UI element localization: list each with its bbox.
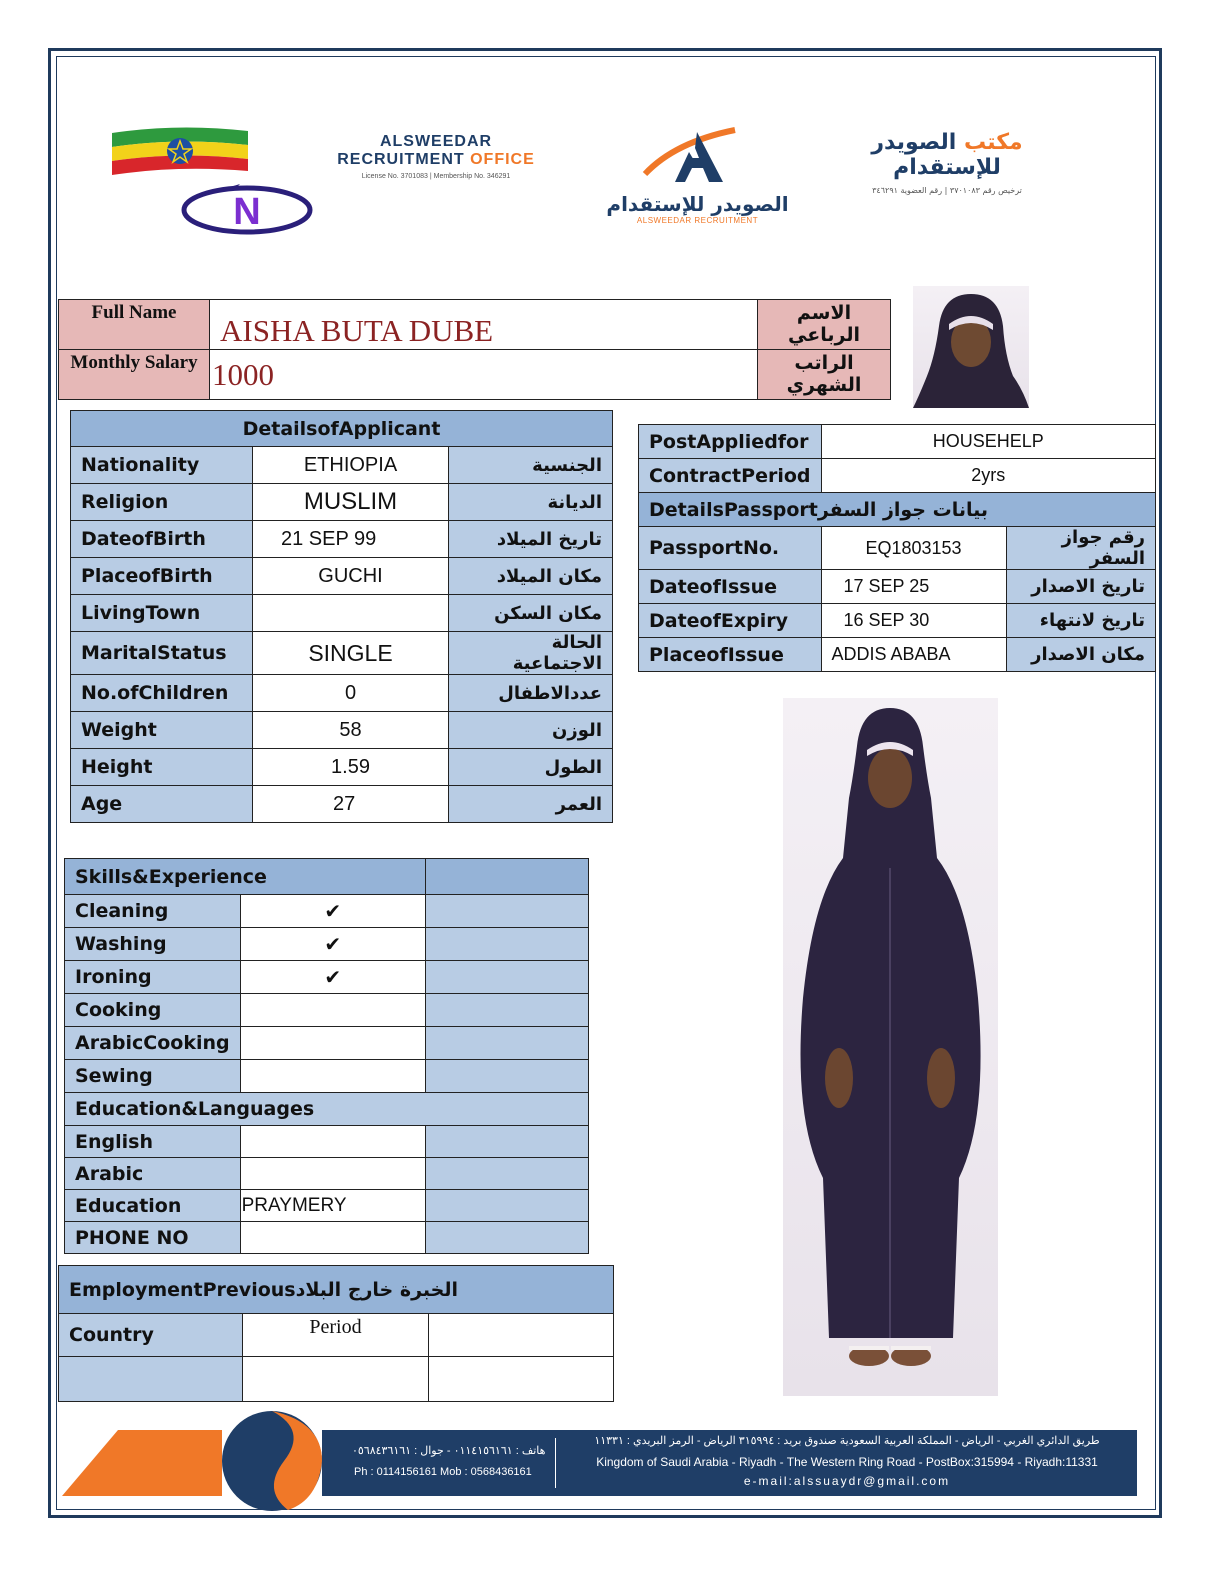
education-label: Education [65, 1190, 241, 1222]
right-logo-sub: ترخيص رقم ٣٧٠١٠٨٣ | رقم العضوية ٣٤٦٢٩١ [872, 186, 1022, 195]
footer-phone-en: Ph : 0114156161 Mob : 0568436161 [354, 1466, 532, 1478]
full-name-label: Full Name [59, 300, 210, 350]
english-value [240, 1126, 425, 1158]
living-town-label: LivingTown [71, 595, 253, 632]
country-label: Country [59, 1314, 243, 1357]
applicant-row [71, 521, 613, 558]
alsweedar-a-logo [605, 122, 790, 230]
applicant-details-table [70, 410, 613, 823]
ironing-label: Ironing [65, 961, 241, 994]
religion-label: Religion [71, 484, 253, 521]
skills-table [64, 858, 589, 1254]
dob-value: 21 SEP 99 [253, 521, 449, 558]
skill-row [65, 1027, 589, 1060]
applicant-title: DetailsofApplicant [71, 411, 613, 447]
dob-ar: تاريخ الميلاد [449, 521, 613, 558]
n-logo [180, 180, 315, 236]
english-extra [426, 1126, 589, 1158]
salary-label: Monthly Salary [59, 350, 210, 400]
nationality-label: Nationality [71, 447, 253, 484]
center-logo-ar: الصويدر للإستقدام [606, 192, 789, 216]
right-logo-word-2: الصويدر للإستقدام [871, 130, 1001, 180]
footer-address-ar: طريق الدائري الغربي - الرياض - المملكة العربية السعودية صندوق بريد : ٣١٥٩٩٤ الرياض - الرمز البريدي : ١١٣٣١ [594, 1435, 1100, 1447]
skills-title: Skills&Experience [65, 859, 426, 895]
employment-extra-header [429, 1314, 614, 1357]
employment-title-ar: الخبرة خارج البلاد [295, 1278, 458, 1301]
employment-extra-cell [429, 1357, 614, 1402]
cooking-check [240, 994, 425, 1027]
sewing-check [240, 1060, 425, 1093]
employment-title-en: EmploymentPrevious [69, 1278, 296, 1301]
children-label: No.ofChildren [71, 675, 253, 712]
applicant-row [71, 632, 613, 675]
issue-date-label: DateofIssue [639, 570, 822, 604]
dob-label: DateofBirth [71, 521, 253, 558]
edu-row [65, 1190, 589, 1222]
education-title: Education&Languages [65, 1093, 589, 1126]
full-name-value: AISHA BUTA DUBE [210, 300, 758, 350]
arabic-extra [426, 1158, 589, 1190]
logo-line-3: OFFICE [470, 151, 535, 168]
arabic-cooking-check [240, 1027, 425, 1060]
period-label: Period [243, 1314, 429, 1357]
sewing-extra [426, 1060, 589, 1093]
cleaning-label: Cleaning [65, 895, 241, 928]
applicant-head-photo [913, 286, 1029, 408]
passport-row [639, 604, 1156, 638]
salary-value: 1000 [210, 350, 758, 400]
passport-title [639, 493, 1156, 527]
religion-value: MUSLIM [253, 484, 449, 521]
religion-ar: الديانة [449, 484, 613, 521]
footer-email: e-mail:alssuaydr@gmail.com [743, 1474, 951, 1488]
cooking-label: Cooking [65, 994, 241, 1027]
pob-value: GUCHI [253, 558, 449, 595]
expiry-date-ar: تاريخ لانتهاء [1006, 604, 1156, 638]
children-ar: عددالاطفال [449, 675, 613, 712]
marital-label: MaritalStatus [71, 632, 253, 675]
applicant-row [71, 484, 613, 521]
living-town-value [253, 595, 449, 632]
passport-no-ar: رقم جواز السفر [1006, 527, 1156, 570]
applicant-row [71, 786, 613, 823]
arabic-cooking-label: ArabicCooking [65, 1027, 241, 1060]
identity-table [58, 299, 891, 400]
passport-title-en: DetailsPassport [649, 498, 818, 521]
edu-row [65, 1222, 589, 1254]
washing-check: ✔ [240, 928, 425, 961]
right-arabic-logo [822, 130, 1072, 195]
passport-title-ar: بيانات جواز السفر [817, 498, 989, 521]
education-value: PRAYMERY [240, 1190, 425, 1222]
employment-country-cell [59, 1357, 243, 1402]
phone-extra [426, 1222, 589, 1254]
skill-row [65, 994, 589, 1027]
contract-value: 2yrs [821, 459, 1156, 493]
applicant-row [71, 675, 613, 712]
nationality-value: ETHIOPIA [253, 447, 449, 484]
height-label: Height [71, 749, 253, 786]
passport-table [638, 424, 1156, 672]
cleaning-extra [426, 895, 589, 928]
pob-ar: مكان الميلاد [449, 558, 613, 595]
skill-row [65, 928, 589, 961]
weight-ar: الوزن [449, 712, 613, 749]
arabic-value [240, 1158, 425, 1190]
arabic-cooking-extra [426, 1027, 589, 1060]
issue-place-value: ADDIS ABABA [821, 638, 1006, 672]
washing-label: Washing [65, 928, 241, 961]
applicant-row [71, 595, 613, 632]
expiry-date-label: DateofExpiry [639, 604, 822, 638]
center-logo-en: ALSWEEDAR RECRUITMENT [636, 216, 759, 225]
post-label: PostAppliedfor [639, 425, 822, 459]
logo-line-2: RECRUITMENT [337, 151, 465, 168]
phone-value [240, 1222, 425, 1254]
license-number: License No. 3701083 [361, 173, 428, 180]
passport-row [639, 570, 1156, 604]
cooking-extra [426, 994, 589, 1027]
expiry-date-value: 16 SEP 30 [821, 604, 1006, 638]
membership-number: Membership No. 346291 [433, 173, 511, 180]
logo-line-1: ALSWEEDAR [379, 133, 493, 150]
employment-period-cell [243, 1357, 429, 1402]
washing-extra [426, 928, 589, 961]
weight-label: Weight [71, 712, 253, 749]
applicant-row [71, 749, 613, 786]
issue-date-ar: تاريخ الاصدار [1006, 570, 1156, 604]
passport-row [639, 527, 1156, 570]
sewing-label: Sewing [65, 1060, 241, 1093]
footer-bar [322, 1430, 1137, 1496]
full-name-ar: الاسم الرباعي [758, 300, 891, 350]
english-label: English [65, 1126, 241, 1158]
phone-label: PHONE NO [65, 1222, 241, 1254]
footer-address-en: Kingdom of Saudi Arabia - Riyadh - The Western Ring Road - PostBox:315994 - Riyadh:11331 [596, 1455, 1098, 1469]
living-town-ar: مكان السكن [449, 595, 613, 632]
skills-header-blank [426, 859, 589, 895]
cleaning-check: ✔ [240, 895, 425, 928]
applicant-row [71, 712, 613, 749]
footer-divider [555, 1438, 556, 1488]
post-value: HOUSEHELP [821, 425, 1156, 459]
alsweedar-text-logo: ALSWEEDAR RECRUITMENT OFFICE License No. 3701083 | Membership No. 346291 [320, 133, 552, 193]
edu-row [65, 1126, 589, 1158]
salary-ar: الراتب الشهري [758, 350, 891, 400]
edu-row [65, 1158, 589, 1190]
applicant-row [71, 447, 613, 484]
ethiopia-flag-logo [108, 125, 253, 177]
height-ar: الطول [449, 749, 613, 786]
contract-label: ContractPeriod [639, 459, 822, 493]
skill-row [65, 961, 589, 994]
marital-ar: الحالة الاجتماعية [449, 632, 613, 675]
employment-table [58, 1265, 614, 1402]
right-logo-word-1: مكتب [963, 130, 1023, 155]
applicant-row [71, 558, 613, 595]
skill-row [65, 895, 589, 928]
passport-row [639, 638, 1156, 672]
children-value: 0 [253, 675, 449, 712]
arabic-label: Arabic [65, 1158, 241, 1190]
age-value: 27 [253, 786, 449, 823]
issue-place-ar: مكان الاصدار [1006, 638, 1156, 672]
footer-circle-logo [218, 1410, 326, 1512]
issue-date-value: 17 SEP 25 [821, 570, 1006, 604]
employment-title [59, 1266, 614, 1314]
footer-phone-ar: هاتف : ٠١١٤١٥٦١٦١ - جوال : ٠٥٦٨٤٣٦١٦١ [352, 1445, 546, 1457]
education-extra [426, 1190, 589, 1222]
height-value: 1.59 [253, 749, 449, 786]
issue-place-label: PlaceofIssue [639, 638, 822, 672]
age-label: Age [71, 786, 253, 823]
ironing-check: ✔ [240, 961, 425, 994]
svg-text:N: N [233, 191, 261, 233]
applicant-full-photo [783, 698, 998, 1396]
pob-label: PlaceofBirth [71, 558, 253, 595]
skill-row [65, 1060, 589, 1093]
age-ar: العمر [449, 786, 613, 823]
marital-value: SINGLE [253, 632, 449, 675]
passport-no-value: EQ1803153 [821, 527, 1006, 570]
passport-no-label: PassportNo. [639, 527, 822, 570]
weight-value: 58 [253, 712, 449, 749]
nationality-ar: الجنسية [449, 447, 613, 484]
ironing-extra [426, 961, 589, 994]
